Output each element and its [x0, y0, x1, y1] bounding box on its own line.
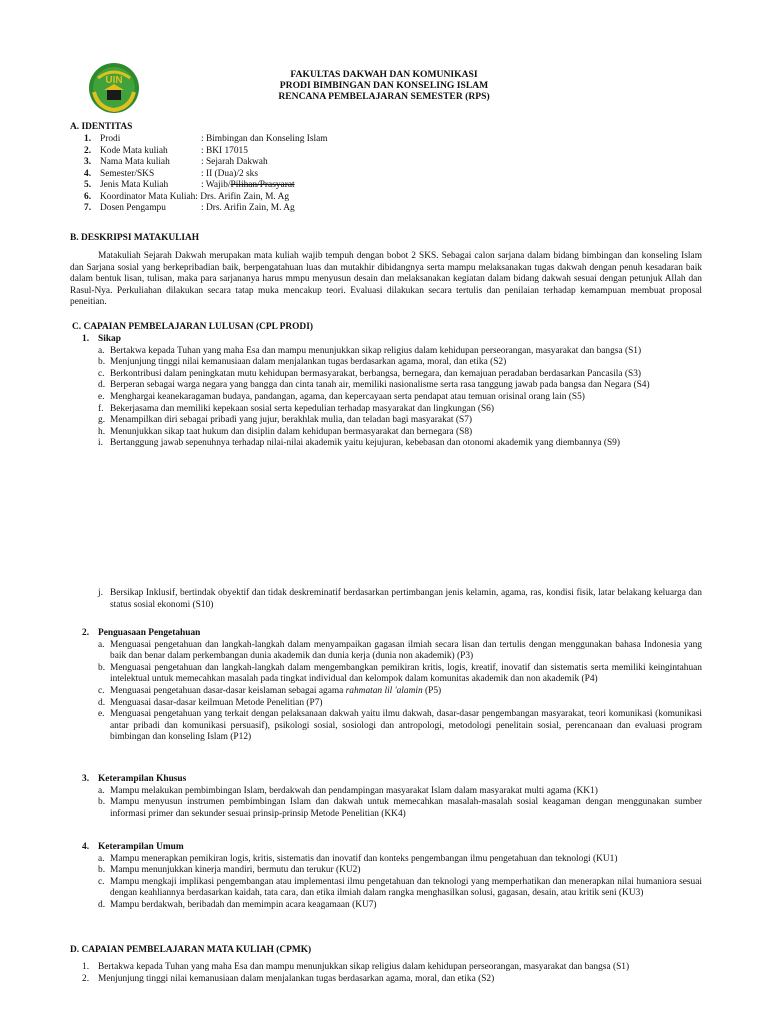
- list-item: [70, 854, 702, 866]
- item-marker: 2.: [82, 973, 90, 984]
- row-value: : II (Dua)/2 sks: [201, 168, 259, 179]
- sikap-block: [70, 334, 702, 450]
- item-text: Mampu menyusun instrumen pembimbingan Islam dan dakwah untuk memecahkan masalah-masalah sosial keagaman dengan menggunakan sumber informasi primer dan sekunder sesuai prinsip-prinsip Metode Penelitian (KK4): [110, 797, 702, 819]
- item-text: Bersikap Inklusif, bertindak obyektif dan tidak deskreminatif berdasarkan pertimbangan jenis kelamin, agama, ras, kondisi fisik, latar belakang keluarga dan status sosial ekonomi (S10): [110, 588, 702, 610]
- section-deskripsi-title: B. DESKRIPSI MATAKULIAH: [70, 233, 200, 243]
- sub-title: Keterampilan Umum: [98, 842, 184, 852]
- row-label: Semester/SKS: [100, 168, 155, 179]
- item-marker: c.: [98, 685, 105, 696]
- item-marker: a.: [98, 639, 105, 650]
- list-item: [70, 438, 702, 450]
- list-item: [70, 427, 702, 439]
- list-item: [70, 415, 702, 427]
- sikap-item-j-block: [70, 588, 702, 611]
- list-item: [70, 392, 702, 404]
- umum-block: [70, 842, 702, 912]
- list-item: [70, 709, 702, 744]
- item-marker: h.: [98, 426, 106, 437]
- row-number: 1.: [84, 134, 92, 144]
- header-line-2: PRODI BIMBINGAN DAN KONSELING ISLAM: [279, 80, 489, 91]
- sub-number: 4.: [82, 842, 90, 852]
- item-marker: b.: [98, 662, 106, 673]
- value-strikethrough: Pilihan/Prasyarat: [230, 180, 295, 190]
- item-text: [98, 686, 702, 698]
- list-item: [70, 797, 702, 820]
- item-text-part: (P5): [422, 685, 442, 696]
- item-marker: d.: [98, 697, 106, 708]
- item-marker: f.: [98, 403, 104, 414]
- item-text-italic: rahmatan lil 'alamin: [345, 685, 423, 696]
- item-marker: c.: [98, 368, 105, 379]
- row-number: 7.: [84, 203, 92, 213]
- item-text: Menguasai pengetahuan dan langkah-langkah dalam mengembangkan pemikiran kritis, logis, kreatif, inovatif dan sistematis serta memiliki keingintahuan intelektual untuk memecahkan masalah pada tingkat individual dan kelompok dalam komunitas akademik dan non akademik (P4): [110, 662, 702, 685]
- list-item: [70, 357, 702, 369]
- item-text: Mampu mengkaji implikasi pengembangan atau implementasi ilmu pengetahuan dan teknologi yang memperhatikan dan menerapkan nilai humaniora sesuai dengan keahliannya berdasarkan kaidah, tata cara, dan etika ilmiah dalam rangka menghasilkan solusi, gagasan, desain, atau kritik seni (KU3): [110, 876, 702, 899]
- list-item: [70, 698, 702, 710]
- item-text: Mampu menunjukkan kinerja mandiri, bermutu dan terukur (KU2): [110, 865, 361, 876]
- item-text: Menampilkan diri sebagai pribadi yang jujur, berakhlak mulia, dan teladan bagi masyarakat (S7): [110, 415, 473, 426]
- row-value: : Sejarah Dakwah: [201, 157, 268, 167]
- row-label: Kode Mata kuliah: [100, 145, 168, 156]
- item-marker: d.: [98, 899, 106, 910]
- list-item: [70, 404, 702, 416]
- row-label: Koordinator Mata Kuliah: Drs. Arifin Zain, M. Ag: [100, 191, 290, 202]
- logo-text: UIN: [105, 75, 123, 86]
- subsection-umum: [70, 842, 702, 854]
- sub-number: 1.: [82, 334, 90, 344]
- item-marker: a.: [98, 345, 105, 356]
- document-header: [0, 69, 768, 102]
- list-item: [70, 663, 702, 686]
- item-marker: d.: [98, 380, 106, 391]
- identitas-list: [0, 134, 768, 218]
- sub-title: Keterampilan Khusus: [98, 774, 187, 784]
- item-marker: b.: [98, 865, 106, 876]
- item-text: Menguasai pengetahuan yang terkait dengan pelaksanaan dakwah yaitu ilmu dakwah, dasar-dasar pengembangan masyarakat, teori komunikasi (komunikasi antar pribadi dan komunikasi persuasif), psikologi sosial, sosiologi dan antropologi, metodologi penelitain sosial, perencanaan dan evaluasi program bimbingan dan konseling Islam (P12): [110, 709, 702, 743]
- item-text: Mampu berdakwah, beribadah dan memimpin acara keagamaan (KU7): [110, 899, 377, 910]
- item-marker: j.: [98, 588, 103, 598]
- sub-title: Penguasaan Pengetahuan: [98, 628, 201, 638]
- list-item: [70, 865, 702, 877]
- value-wajib: : Wajib/: [201, 180, 231, 190]
- list-item: [70, 877, 702, 900]
- row-value: [201, 180, 295, 192]
- item-marker: e.: [98, 709, 105, 720]
- list-item: [70, 686, 702, 698]
- deskripsi-paragraph: Matakuliah Sejarah Dakwah merupakan mata kuliah wajib tempuh dengan bobot 2 SKS. Sebagai calon sarjana dalam bidang bimbingan dan konseling Islam dan Sarjana sosial yang berkepribadian baik, berpengatahuan luas dan mutakhir dibidangnya serta mampu melaksanakan tugas dakwah dengan penuh kesadaran baik dalam bentuk lisan, tulisan, maka para sarjananya harus mmpu menyusun desain dan melaksanakan kegiatan dalam bidang dakwah sesuai dengan petunjuk Allah dan Rasul-Nya. Perkuliahan dilakukan secara tatap muka mencakup teori. Evaluasi dilakukan secara tertulis dan penilaian terhadap kemampuan membuat proposal peneitian.: [70, 251, 702, 308]
- list-item: [70, 640, 702, 663]
- section-identitas-title: A. IDENTITAS: [70, 122, 133, 132]
- item-marker: e.: [98, 391, 105, 402]
- cpmk-block: [70, 962, 702, 985]
- item-text: Mampu menerapkan pemikiran logis, kritis, sistematis dan inovatif dan konteks pengembangan ilmu pengetahuan dan teknologi (KU1): [110, 853, 618, 864]
- row-label: Nama Mata kuliah: [100, 157, 170, 167]
- pengetahuan-block: [70, 628, 702, 744]
- item-text: Menjunjung tinggi nilai kemanusiaan dalam menjalankan tugas berdasarkan agama, moral, dan etika (S2): [110, 357, 507, 368]
- item-text-part: Menguasai pengetahuan dasar-dasar keislaman sebagai agama: [110, 685, 346, 696]
- list-item: [70, 346, 702, 358]
- list-item: [70, 588, 702, 611]
- sub-title: Sikap: [98, 334, 121, 344]
- item-text: Bekerjasama dan memiliki kepekaan sosial serta kepedulian terhadap masyarakat dan lingkungan (S6): [110, 403, 494, 414]
- item-marker: i.: [98, 438, 103, 449]
- item-text: Berperan sebagai warga negara yang bangga dan cinta tanah air, memiliki nasionalisme serta rasa tanggung jawab pada bangsa dan Negara (S4): [110, 380, 650, 391]
- header-line-1: FAKULTAS DAKWAH DAN KOMUNIKASI: [290, 69, 478, 80]
- section-cpmk-title: D. CAPAIAN PEMBELAJARAN MATA KULIAH (CPMK): [70, 945, 312, 955]
- item-marker: a.: [98, 853, 105, 864]
- item-marker: a.: [98, 785, 105, 796]
- list-item: [70, 786, 702, 798]
- item-text: Bertanggung jawab sepenuhnya terhadap nilai-nilai akademik yaitu kejujuran, kebebasan dan otonomi akademik yang diembannya (S9): [110, 438, 620, 449]
- item-marker: b.: [98, 797, 106, 808]
- item-text: Mampu melakukan pembimbingan Islam, berdakwah dan pendampingan masyarakat Islam dalam masyarakat multi agama (KK1): [110, 785, 598, 796]
- row-value: : Drs. Arifin Zain, M. Ag: [201, 203, 295, 213]
- row-label: Jenis Mata Kuliah: [100, 180, 169, 190]
- header-line-3: RENCANA PEMBELAJARAN SEMESTER (RPS): [278, 91, 490, 102]
- section-cpl-title: C. CAPAIAN PEMBELAJARAN LULUSAN (CPL PRODI): [72, 322, 313, 332]
- row-label: Prodi: [100, 134, 121, 144]
- item-text: Bertakwa kepada Tuhan yang maha Esa dan mampu menunjukkan sikap religius dalam kehidupan perseorangan, masyarakat dan bangsa (S1): [98, 962, 630, 972]
- sub-number: 3.: [82, 774, 90, 784]
- item-marker: c.: [98, 876, 105, 887]
- row-value: : Bimbingan dan Konseling Islam: [201, 134, 328, 144]
- item-text: Menghargai keanekaragaman budaya, pandangan, agama, dan kepercayaan serta pendapat atau temuan orisinal orang lain (S5): [110, 391, 585, 402]
- item-text: Bertakwa kepada Tuhan yang maha Esa dan mampu menunjukkan sikap religius dalam kehidupan perseorangan, masyarakat dan bangsa (S1): [110, 345, 642, 356]
- item-marker: 1.: [82, 962, 90, 972]
- subsection-pengetahuan: [70, 628, 702, 640]
- row-number: 5.: [84, 180, 92, 190]
- item-marker: g.: [98, 415, 106, 426]
- item-text: Menguasai dasar-dasar keilmuan Metode Penelitian (P7): [110, 697, 323, 708]
- list-item: [70, 974, 702, 986]
- row-number: 3.: [84, 157, 92, 167]
- item-text: Berkontribusi dalam peningkatan mutu kehidupan bermasyarakat, berbangsa, bernegara, dan kemajuan peradaban berdasarkan Pancasila (S3): [110, 368, 642, 379]
- row-value: : BKI 17015: [201, 145, 248, 156]
- row-number: 6.: [84, 191, 92, 202]
- list-item: [70, 369, 702, 381]
- list-item: [70, 380, 702, 392]
- khusus-block: [70, 774, 702, 820]
- list-item: [70, 962, 702, 974]
- row-number: 2.: [84, 145, 92, 156]
- subsection-khusus: [70, 774, 702, 786]
- row-number: 4.: [84, 168, 92, 179]
- item-marker: b.: [98, 357, 106, 368]
- list-item: [70, 900, 702, 912]
- item-text: Menguasai pengetahuan dan langkah-langkah dalam menyampaikan gagasan ilmiah secara lisan dan tertulis dengan menggunakan bahasa Indonesia yang baik dan benar dalam perkembangan dunia akademik dan dunia kerja (dunia non akademik) (P3): [110, 639, 702, 662]
- item-text: Menunjukkan sikap taat hukum dan disiplin dalam kehidupan bermasyarakat dan bernegara (S8): [110, 426, 473, 437]
- subsection-sikap: [70, 334, 702, 346]
- item-text: Menjunjung tinggi nilai kemanusiaan dalam menjalankan tugas berdasarkan agama, moral, dan etika (S2): [98, 973, 495, 984]
- row-label: Dosen Pengampu: [100, 203, 166, 213]
- sub-number: 2.: [82, 628, 90, 638]
